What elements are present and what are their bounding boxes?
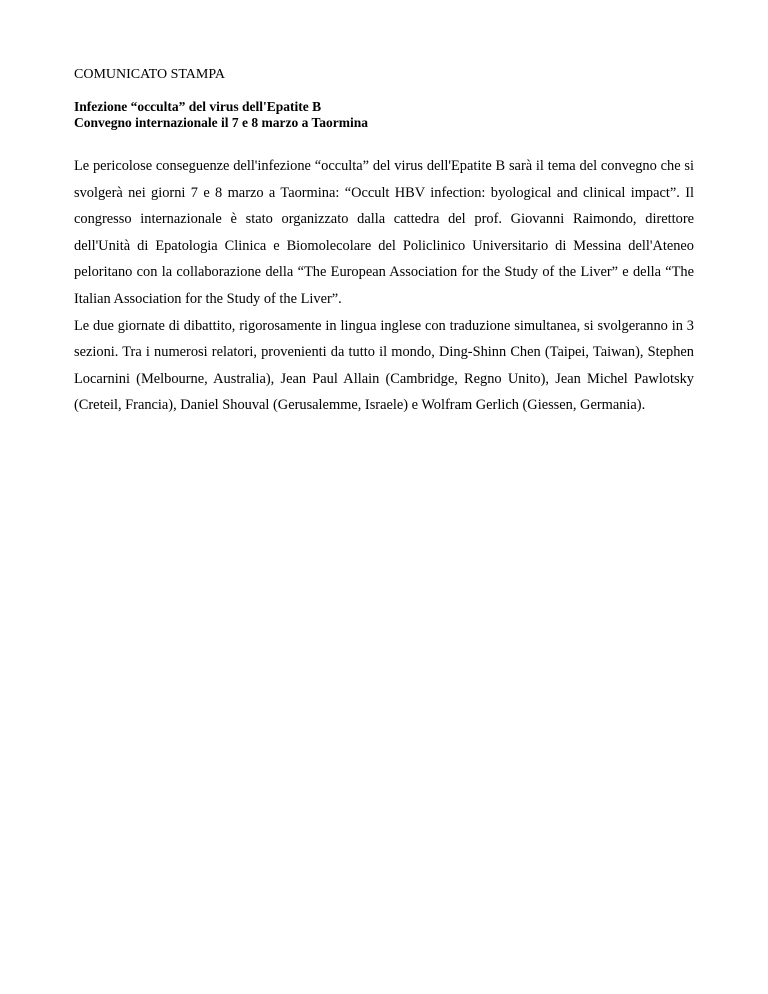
body-paragraph-1: Le pericolose conseguenze dell'infezione “occulta” del virus dell'Epatite B sarà il tema del convegno che si svolgerà nei giorni 7 e 8 marzo a Taormina: “Occult HBV infection: byological and clinical impact”. Il congresso internazionale è stato organizzato dalla cattedra del prof. Giovanni Raimondo, direttore dell'Unità di Epatologia Clinica e Biomolecolare del Policlinico Universitario di Messina dell'Ateneo peloritano con la collaborazione della “The European Association for the Study of the Liver” e della “The Italian Association for the Study of the Liver”. bbox=[74, 158, 694, 307]
press-release-label: COMUNICATO STAMPA bbox=[74, 67, 225, 82]
headline bbox=[74, 99, 368, 131]
body-text bbox=[74, 153, 694, 419]
headline-line-1: Infezione “occulta” del virus dell'Epatite B bbox=[74, 99, 322, 114]
headline-line-2: Convegno internazionale il 7 e 8 marzo a Taormina bbox=[74, 115, 368, 130]
body-paragraph-2: Le due giornate di dibattito, rigorosamente in lingua inglese con traduzione simultanea, si svolgeranno in 3 sezioni. Tra i numerosi relatori, provenienti da tutto il mondo, Ding-Shinn Chen (Taipei, Taiwan), Stephen Locarnini (Melbourne, Australia), Jean Paul Allain (Cambridge, Regno Unito), Jean Michel Pawlotsky (Creteil, Francia), Daniel Shouval (Gerusalemme, Israele) e Wolfram Gerlich (Giessen, Germania). bbox=[74, 317, 694, 414]
